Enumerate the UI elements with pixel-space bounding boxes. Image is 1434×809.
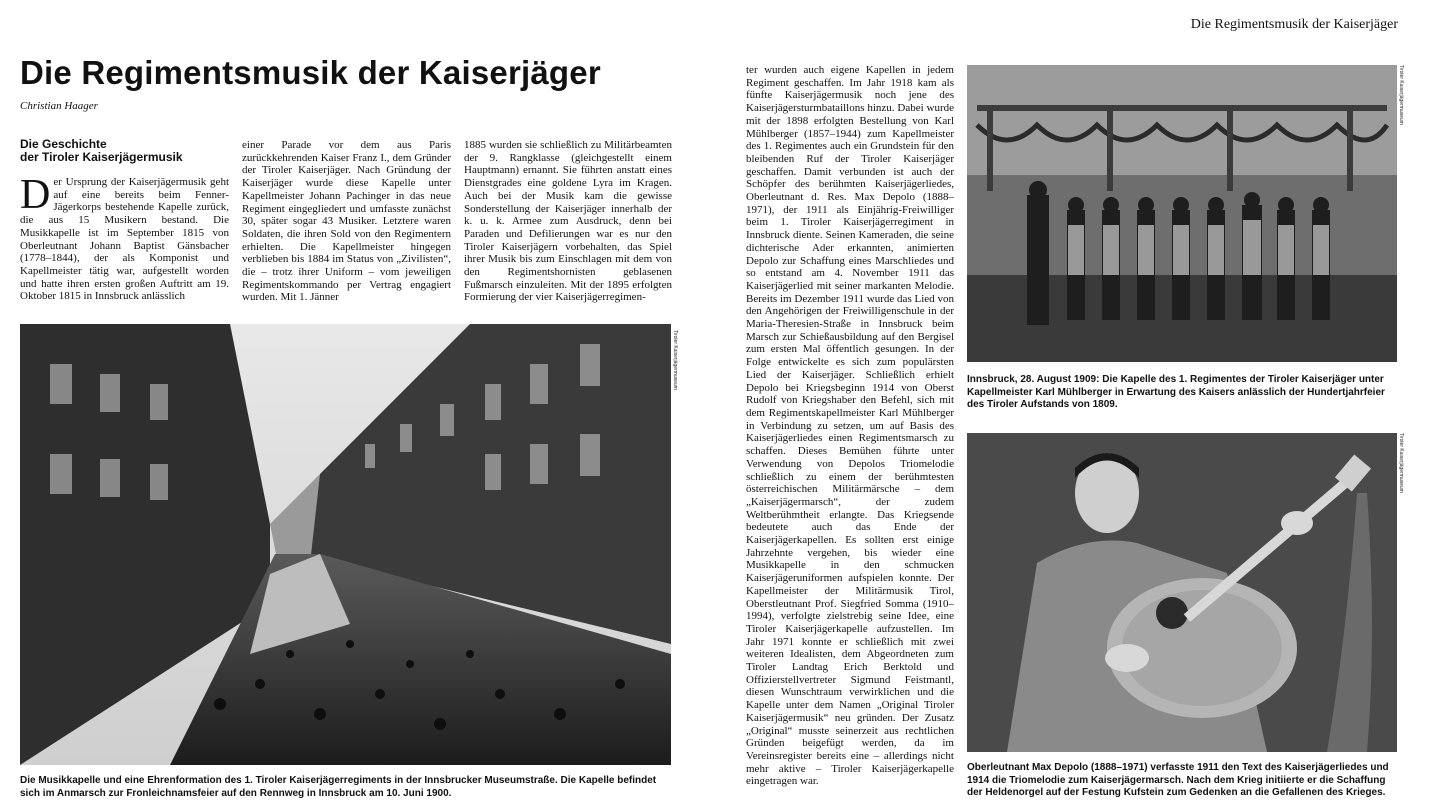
- col3-text: 1885 wurden sie schließlich zu Militärbeamten der 9. Rangklasse (gleichgestellt einem Hauptmann) ernannt. Sie führten anstatt eines Dienstgrades eine goldene Lyra im Kragen. Auch bei der Musik kam die gewisse Sonderstellung der Kaiserjäger innerhalb der k. u. k. Armee zum Ausdruck, denn bei Paraden und Defilierungen war es nur den Tiroler Kaiserjägern vorbehalten, das Spiel ihrer Musik bis zum Einschlagen mit dem von den Regimentshornisten geblasenen Fußmarsch einzuleiten. Mit der 1895 erfolgten Formierung der vier Kaiserjägerregimen-: [464, 139, 672, 304]
- photo-credit-street: Tiroler Kaiserjägermuseum: [672, 330, 678, 390]
- drop-cap: D: [20, 172, 51, 218]
- section-subhead: [20, 138, 229, 164]
- running-head: Die Regimentsmusik der Kaiserjäger: [1190, 17, 1398, 32]
- text-column-3: [464, 139, 672, 304]
- caption-portrait-photo: Oberleutnant Max Depolo (1888–1971) verfasste 1911 den Text des Kaiserjägerliedes und 1914 die Triomelodie zum Kaiserjägermarsch. Nach dem Krieg initiierte er die Schaffung der Heldenorgel auf der Festung Kufstein zum Gedenken an die Gefallenen des Krieges.: [967, 762, 1389, 798]
- street-parade-image: [20, 324, 671, 765]
- col4-text: ter wurden auch eigene Kapellen in jedem Regiment geschaffen. Im Jahr 1918 kam als fünfte Kaiserjägermusik noch jene des Kaiserjägersturmbataillons hinzu. Dabei wurde mit der 1898 erfolgten Bestellung von Karl Mühlberger (1857–1944) zum Kapellmeister des 1. Regimentes auch ein Grundstein für den bleibenden Ruf der Tiroler Kaiserjäger geschaffen. Damit verbunden ist auch der Schöpfer des berühmten Kaiserjägerliedes, Oberleutnant d. Res. Max Depolo (1888–1971), der 1911 als Einjährig-Freiwilliger beim 1. Tiroler Kaiserjägerregiment in Innsbruck diente. Seinen Kameraden, die seine dichterische Ader erkannten, animierten Depolo zur Schaffung eines Marschliedes und so entstand am 4. November 1911 das Kaiserjägerlied mit seiner markanten Melodie. Bereits im Dezember 1911 wurde das Lied von den Angehörigen der Freiwilligenschule in der Maria-Theresien-Straße in Innsbruck beim Marsch zur Schießausbildung auf den Bergisel zum ersten Mal öffentlich gesungen. In der Folge entwickelte es sich zum populärsten Lied der Kaiserjäger. Schließlich erhielt Depolo bei Kriegsbeginn 1914 von Oberst Rudolf von Kriegshaber den Befehl, sich mit dem Regimentskapellmeister Karl Mühlberger in Verbindung zu setzen, um auf Basis des Kaiserjägerliedes einen Regimentsmarsch zu schaffen. Dieses Bemühen führte unter Verwendung von Depolos Triomelodie schließlich zu einem der berühmtesten österreichischen Militärmärsche – dem „Kaiserjägermarsch“, der zudem Weltberühmtheit erlangte. Das Kriegsende bedeutete auch das Ende der Kaiserjägerkapellen. Es sollten erst einige Jahrzehnte vergehen, bis wieder eine Musikkapelle in den schmucken Kaiserjägeruniformen aufspielen konnte. Der Kapellmeister der Militärmusik Tirol, Oberstleutnant Prof. Siegfried Somma (1910–1994), verfolgte zielstrebig seine Idee, eine Tiroler Kaiserjägerkapelle aufzustellen. Im Jahr 1971 konnte er schließlich mit zwei weiteren Idealisten, dem Abgeordneten zum Tiroler Landtag Erich Berktold und Offizierstellvertreter Sigmund Feistmantl, diesen Wunschtraum verwirklichen und die Kapelle unter dem Namen „Original Tiroler Kaiserjägermusik“ neu gründen. Der Zusatz „Original“ musste seinerzeit aus rechtlichen Gründen beigefügt werden, da im Vereinsregister bereits eine – allerdings nicht mehr aktive – Tiroler Kaiserjägerkapelle eingetragen war.: [746, 64, 954, 788]
- col1-text: er Ursprung der Kaiserjägermusik geht auf eine bereits beim Fenner-Jägerkorps bestehende Kapelle zurück, die aus 15 Musikern bestand. Die Musikkapelle ist im September 1815 von Oberleutnant Johann Baptist Gänsbacher (1778–1844), der als Komponist und Kapellmeister tätig war, aufgestellt worden und hatte ihren ersten großen Auftritt am 19. Oktober 1815 in Innsbruck anlässlich: [20, 176, 229, 303]
- text-column-2: [242, 139, 451, 304]
- col2-text: einer Parade vor dem aus Paris zurückkehrenden Kaiser Franz I., dem Gründer der Tiroler Kaiserjäger. Nach Gründung der Kaiserjäger wurde diese Kapelle unter Kapellmeister Johann Pachinger in das neue Regiment eingegliedert und umfasste zunächst 30, später sogar 43 Musiker. Letztere waren Soldaten, die ihren Sold von den Regimentern erhielten. Die Kapellmeister hingegen verblieben bis 1884 im Status von „Zivilisten“, die – trotz ihrer Uniform – vom jeweiligen Regimentskommando per Vertrag engagiert wurden. Mit 1. Jänner: [242, 139, 451, 304]
- caption-street-photo: Die Musikkapelle und eine Ehrenformation des 1. Tiroler Kaiserjägerregiments in der Innsbrucker Museumstraße. Die Kapelle befindet sich im Anmarsch zur Fronleichnamsfeier auf den Rennweg in Innsbruck am 10. Juni 1900.: [20, 775, 657, 799]
- portrait-image: [967, 433, 1397, 752]
- portrait-photo: [967, 433, 1397, 752]
- text-column-4: [746, 64, 954, 788]
- author-byline: Christian Haager: [20, 100, 98, 112]
- article-title: Die Regimentsmusik der Kaiserjäger: [20, 54, 601, 91]
- photo-credit-portrait: Tiroler Kaiserjägermuseum: [1398, 433, 1404, 493]
- text-column-1: [20, 138, 229, 303]
- band-photo: [967, 65, 1397, 362]
- subhead-line-2: der Tiroler Kaiserjägermusik: [20, 150, 183, 164]
- subhead-line-1: Die Geschichte: [20, 137, 107, 151]
- band-image: [967, 65, 1397, 362]
- street-parade-photo: [20, 324, 671, 765]
- caption-band-photo: Innsbruck, 28. August 1909: Die Kapelle des 1. Regimentes der Tiroler Kaiserjäger unter Kapellmeister Karl Mühlberger in Erwartung des Kaisers anlässlich der Hundertjahrfeier des Tiroler Aufstands von 1809.: [967, 374, 1385, 410]
- photo-credit-band: Tiroler Kaiserjägermuseum: [1398, 65, 1404, 125]
- paragraph-1: [20, 172, 229, 303]
